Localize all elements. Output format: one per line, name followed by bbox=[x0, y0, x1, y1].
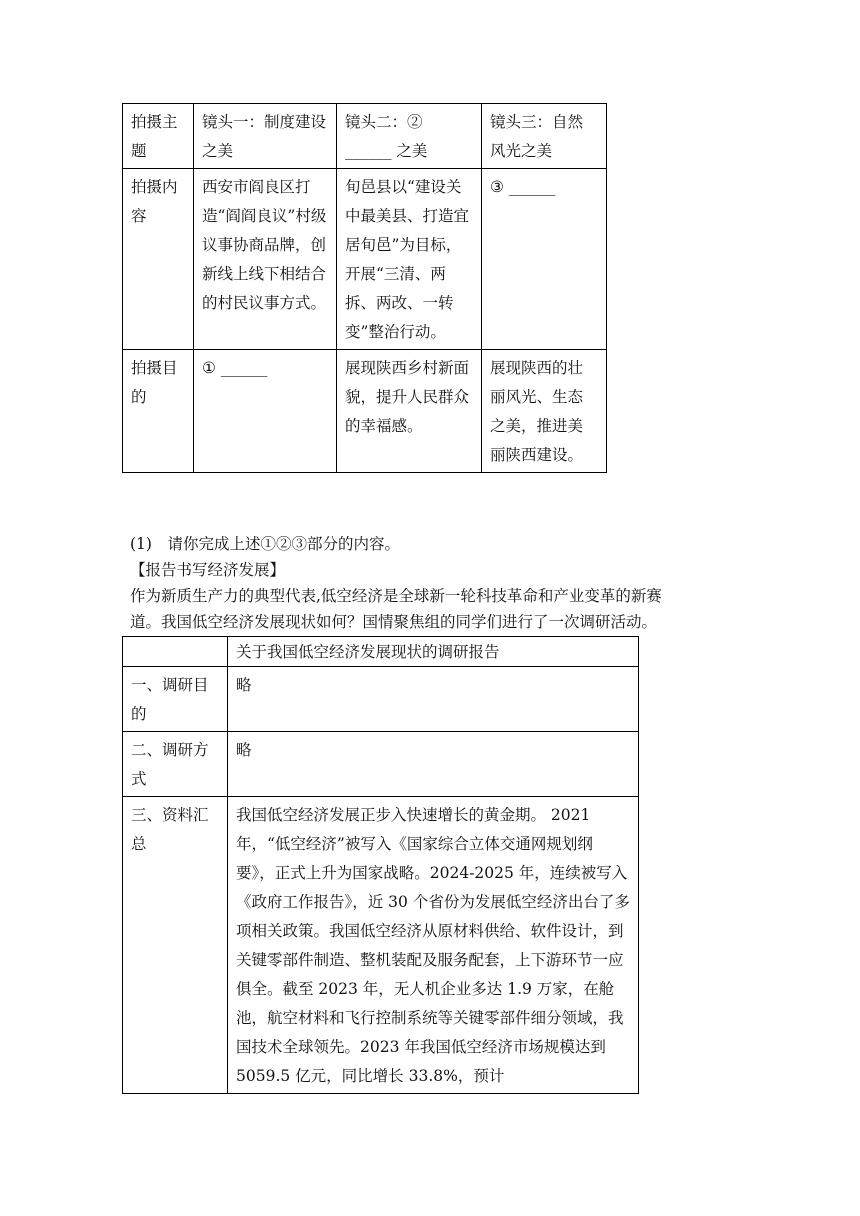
table-cell: 展现陕西的壮丽风光、生态之美，推进美丽陕西建设。 bbox=[482, 350, 607, 473]
report-title: 关于我国低空经济发展现状的调研报告 bbox=[228, 637, 639, 667]
table-cell: 展现陕西乡村新面貌，提升人民群众的幸福感。 bbox=[337, 350, 482, 473]
table-cell: 镜头三：自然风光之美 bbox=[482, 104, 607, 169]
table-row bbox=[123, 667, 639, 732]
row-content: 略 bbox=[228, 732, 639, 797]
table-cell: 拍摄主题 bbox=[123, 104, 194, 169]
table-cell: 镜头二：② ______ 之美 bbox=[337, 104, 482, 169]
table-row bbox=[123, 732, 639, 797]
question-1: (1) 请你完成上述①②③部分的内容。 bbox=[130, 535, 400, 553]
table-cell: 镜头一：制度建设之美 bbox=[194, 104, 337, 169]
table-row bbox=[123, 350, 607, 473]
table-cell: 拍摄内容 bbox=[123, 169, 194, 350]
report-table bbox=[122, 636, 639, 1094]
row-label: 三、资料汇总 bbox=[123, 797, 228, 1094]
table-cell: 拍摄目的 bbox=[123, 350, 194, 473]
section-heading: 【报告书写经济发展】 bbox=[130, 561, 286, 579]
table-row bbox=[123, 169, 607, 350]
table-cell: 西安市阎良区打造“阎阎良议”村级议事协商品牌，创新线上线下相结合的村民议事方式。 bbox=[194, 169, 337, 350]
row-content: 略 bbox=[228, 667, 639, 732]
table-cell: 旬邑县以“建设关中最美县、打造宜居旬邑”为目标，开展“三清、两拆、两改、一转变”整治行动。 bbox=[337, 169, 482, 350]
row-label: 二、调研方式 bbox=[123, 732, 228, 797]
table-cell: ③ ______ bbox=[482, 169, 607, 350]
table-row bbox=[123, 104, 607, 169]
table-row bbox=[123, 637, 639, 667]
table-cell: ① ______ bbox=[194, 350, 337, 473]
intro-line-2: 道。我国低空经济发展现状如何？国情聚焦组的同学们进行了一次调研活动。 bbox=[130, 613, 658, 631]
row-content: 我国低空经济发展正步入快速增长的黄金期。 2021 年，“低空经济”被写入《国家综合立体交通网规划纲要》，正式上升为国家战略。2024-2025 年，连续被写入《政府工作报告》，近 30 个省份为发展低空经济出台了多项相关政策。我国低空经济从原材料供给、软件设计，到关键零部件制造、整机装配及服务配套，上下游环节一应俱全。截至 2023 年，无人机企业多达 1.9 万家，在舱池，航空材料和飞行控制系统等关键零部件细分领域，我国技术全球领先。2023 年我国低空经济市场规模达到 5059.5 亿元，同比增长 33.8%，预计 bbox=[228, 797, 639, 1094]
shooting-plan-table bbox=[122, 103, 607, 473]
table-row bbox=[123, 797, 639, 1094]
row-label: 一、调研目的 bbox=[123, 667, 228, 732]
table-cell bbox=[123, 637, 228, 667]
intro-line-1: 作为新质生产力的典型代表,低空经济是全球新一轮科技革命和产业变革的新赛 bbox=[130, 587, 662, 605]
